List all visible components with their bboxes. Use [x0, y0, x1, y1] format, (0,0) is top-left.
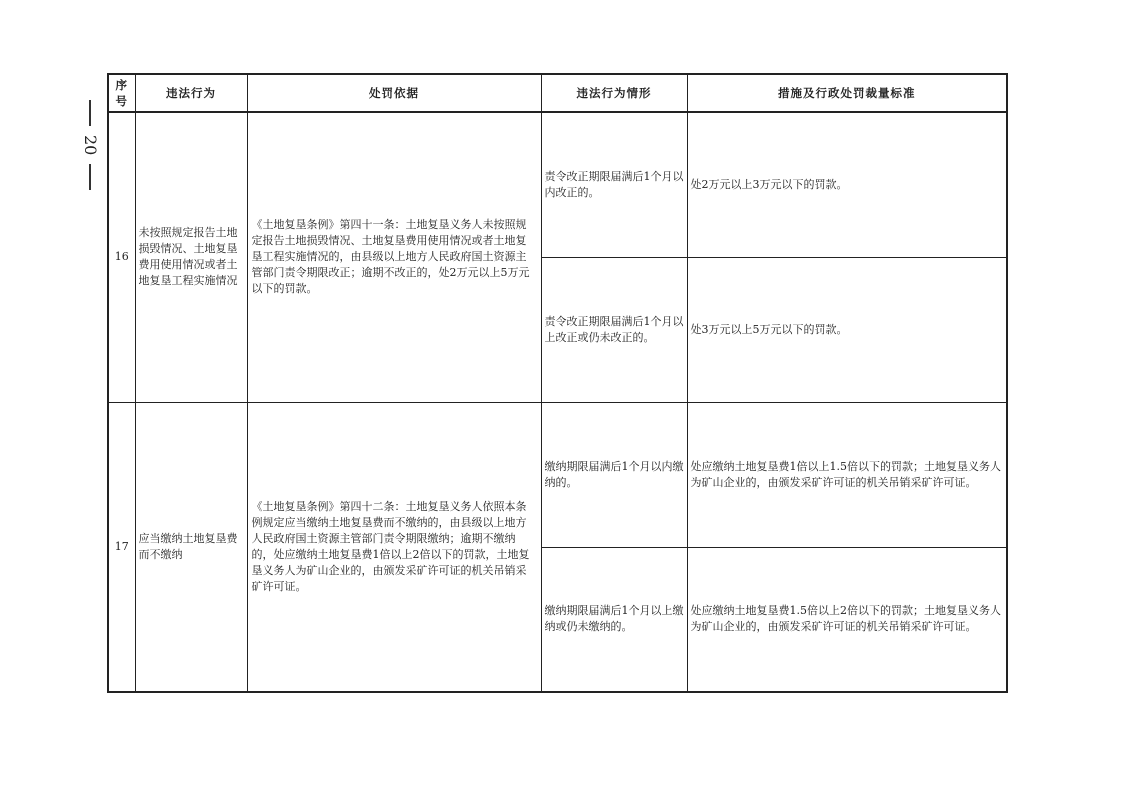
- row-16-case-2-standard: 处3万元以上5万元以下的罚款。: [687, 257, 1007, 402]
- row-17-case-1-circumstance: 缴纳期限届满后1个月以内缴纳的。: [541, 402, 687, 547]
- row-16-case-2-circumstance: 责令改正期限届满后1个月以上改正或仍未改正的。: [541, 257, 687, 402]
- row-17-case-2-circumstance: 缴纳期限届满后1个月以上缴纳或仍未缴纳的。: [541, 547, 687, 692]
- page-number: [78, 100, 102, 190]
- table-body: [108, 112, 1007, 692]
- table-header: [108, 74, 1007, 112]
- row-16-violation: 未按照规定报告土地损毁情况、土地复垦费用使用情况或者土地复垦工程实施情况: [135, 112, 247, 402]
- row-17-case-2-standard: 处应缴纳土地复垦费1.5倍以上2倍以下的罚款；土地复垦义务人为矿山企业的，由颁发采矿许可证的机关吊销采矿许可证。: [687, 547, 1007, 692]
- row-17-basis: 《土地复垦条例》第四十二条：土地复垦义务人依照本条例规定应当缴纳土地复垦费而不缴纳的，由县级以上地方人民政府国土资源主管部门责令期限缴纳；逾期不缴纳的，处应缴纳土地复垦费1倍以上2倍以下的罚款，土地复垦义务人为矿山企业的，由颁发采矿许可证的机关吊销采矿许可证。: [247, 402, 541, 692]
- row-17-seq: 17: [108, 402, 135, 692]
- header-circumstance: 违法行为情形: [541, 74, 687, 112]
- row-16-basis: 《土地复垦条例》第四十一条：土地复垦义务人未按照规定报告土地损毁情况、土地复垦费用使用情况或者土地复垦工程实施情况的，由县级以上地方人民政府国土资源主管部门责令期限改正；逾期不改正的，处2万元以上5万元以下的罚款。: [247, 112, 541, 402]
- table-row: [108, 402, 1007, 547]
- header-basis: 处罚依据: [247, 74, 541, 112]
- page-number-dash-top: [89, 100, 91, 126]
- page-number-dash-bottom: [89, 164, 91, 190]
- row-16-seq: 16: [108, 112, 135, 402]
- row-17-violation: 应当缴纳土地复垦费而不缴纳: [135, 402, 247, 692]
- header-seq: 序号: [108, 74, 135, 112]
- table-row: [108, 112, 1007, 257]
- header-standard: 措施及行政处罚裁量标准: [687, 74, 1007, 112]
- row-17-case-1-standard: 处应缴纳土地复垦费1倍以上1.5倍以下的罚款；土地复垦义务人为矿山企业的，由颁发采矿许可证的机关吊销采矿许可证。: [687, 402, 1007, 547]
- header-violation: 违法行为: [135, 74, 247, 112]
- row-16-case-1-standard: 处2万元以上3万元以下的罚款。: [687, 112, 1007, 257]
- row-16-case-1-circumstance: 责令改正期限届满后1个月以内改正的。: [541, 112, 687, 257]
- penalty-standard-table: [107, 73, 1008, 693]
- header-row: [108, 74, 1007, 112]
- page-number-value: 20: [81, 134, 100, 156]
